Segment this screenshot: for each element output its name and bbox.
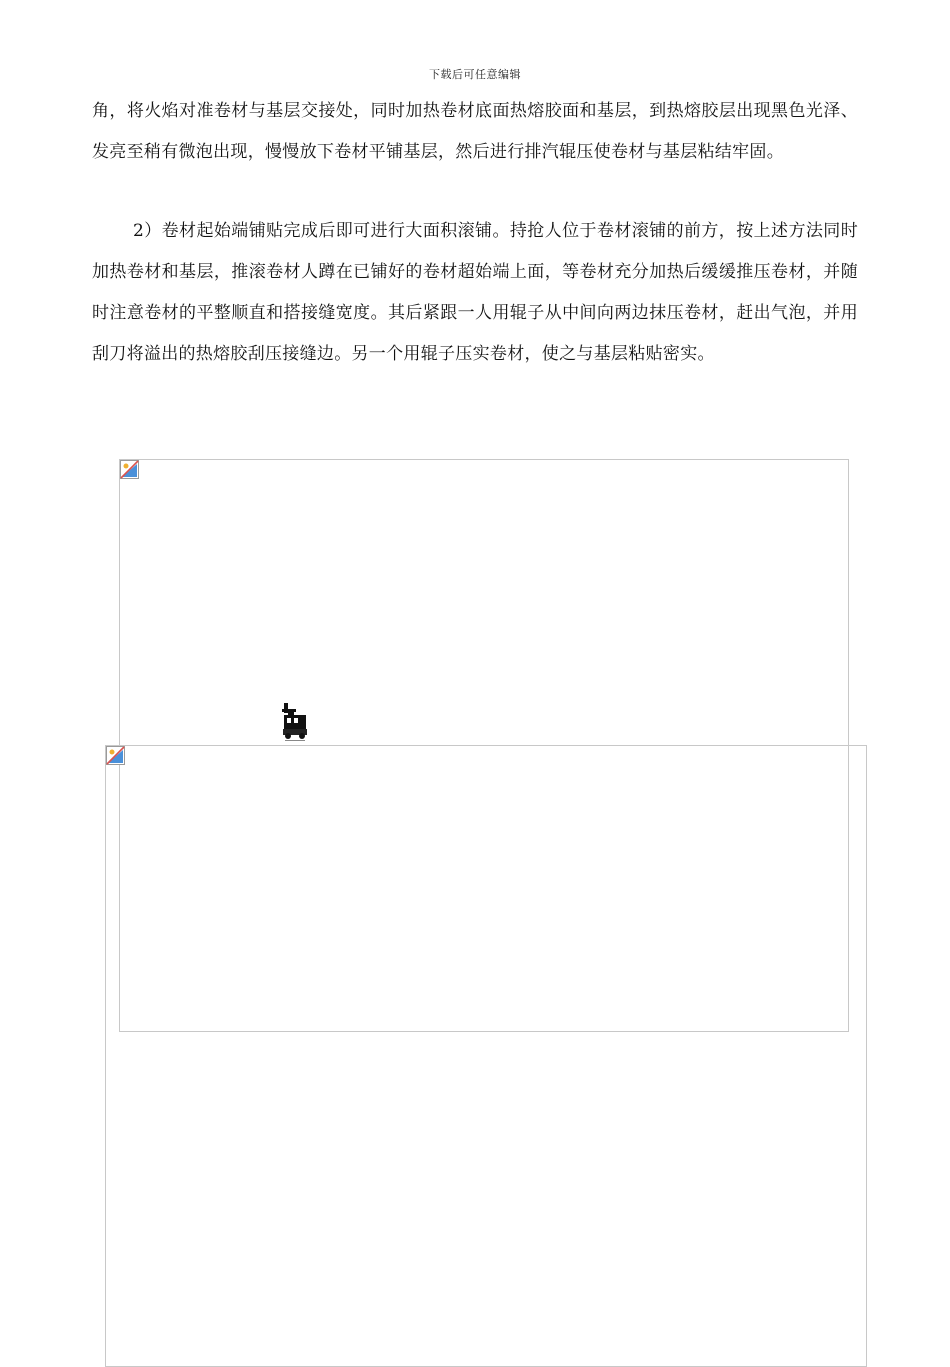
broken-image-icon [120,460,139,479]
page-header-note: 下载后可任意编辑 [429,68,521,81]
broken-image-icon [106,746,125,765]
body-paragraph-1: 角，将火焰对准卷材与基层交接处，同时加热卷材底面热熔胶面和基层，到热熔胶层出现黑色光泽、 发亮至稍有微泡出现，慢慢放下卷材平铺基层，然后进行排汽辊压使卷材与基层粘结牢固。 [92,101,858,162]
image-placeholder-2 [105,745,867,1367]
body-paragraph-2: 2）卷材起始端铺贴完成后即可进行大面积滚铺。持抢人位于卷材滚铺的前方，按上述方法同时加热卷材和基层，推滚卷材人蹲在已铺好的卷材超始端上面，等卷材充分加热后缓缓推压卷材，并随时注意卷材的平整顺直和搭接缝宽度。其后紧跟一人用辊子从中间向两边抹压卷材，赶出气泡，并用刮刀将溢出的热熔胶刮压接缝边。另一个用辊子压实卷材，使之与基层粘贴密实。 [92,221,858,364]
roofing-machine-icon [280,703,310,743]
